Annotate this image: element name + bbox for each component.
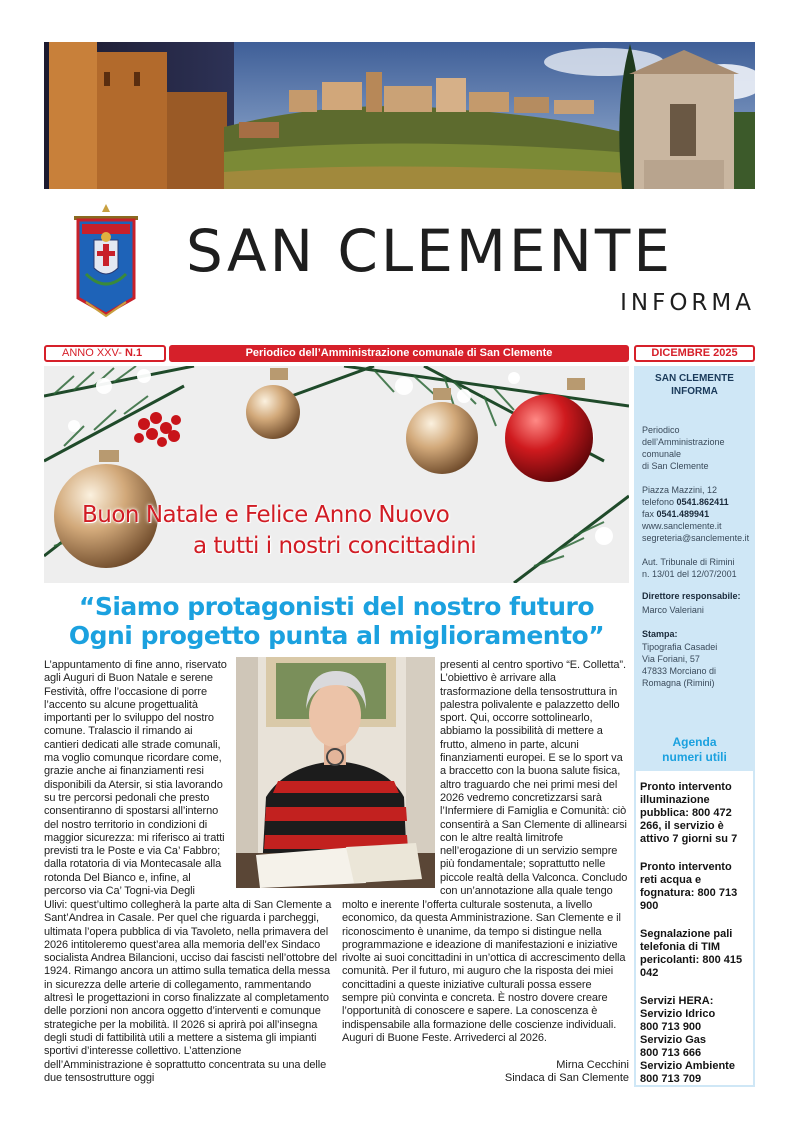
sidebar-text: comunale — [642, 449, 682, 459]
useful-numbers-heading — [636, 731, 753, 771]
article-column-bottom — [342, 899, 629, 1045]
sidebar-description — [642, 424, 747, 472]
sidebar-printer — [642, 641, 747, 689]
agenda-heading-line: numeri utili — [662, 750, 727, 764]
municipal-coat-of-arms — [72, 204, 140, 322]
agenda-heading-line: Agenda — [672, 735, 717, 749]
sidebar-title — [642, 372, 747, 398]
sidebar-text: Via Foriani, 57 — [642, 654, 700, 664]
article-column-wide — [44, 899, 340, 1085]
banner-landscape-image — [44, 42, 755, 189]
useful-numbers-box — [634, 729, 755, 1087]
article-paragraph: L’appuntamento di fine anno, riservato agli Auguri di Buon Natale e serene Festività, offre l’occasione di porre l’accento su alcune progettualità importanti per lo sviluppo del nostro comune. Tralascio il rimando ai cantieri dedicati alle strade comunali, ma voglio comunque ricordare come, grazie anche ai finanziamenti resi disponibili da Atersir, si stia lavorando su tre percorsi pedonali che presto consentiranno di spostarsi all’interno del nostro territorio in condizioni di maggior sicurezza: mi riferisco ai tratti previsti tra le Poste e via Ca’ Fabbro; dalla rotatoria di via Montecasale alla rotonda Del Bianco e, infine, al percorso via Ca’ Togni-via Degli — [44, 659, 227, 898]
sidebar-text: di San Clemente — [642, 461, 709, 471]
issue-year-label: ANNO XXV- — [62, 347, 125, 359]
sidebar-text: Aut. Tribunale di Rimini — [642, 557, 735, 567]
article-paragraph: presenti al centro sportivo “E. Colletta”. L’obiettivo è arrivare alla trasformazione della tensostruttura in palestra polivalente e palazzetto dello sport. Qui, occorre sottolinearlo, abbiamo la possibilità di mettere a frutto, almeno in parte, alcuni finanziamenti europei. E se lo sport va a braccetto con la buona salute fisica, altro traguardo che nei primi mesi del 2026 vedremo concretizzarsi sarà l’Infermiere di Famiglia e Comunità: ciò consentirà a San Clemente di allinearsi con le altre realtà limitrofe nell’erogazione di un servizio sempre più fondamentale; soprattutto nelle piccole realtà della Valconca. Concludo con un’annotazione alla quale tengo — [440, 659, 628, 898]
sidebar-address: Piazza Mazzini, 12 — [642, 485, 718, 495]
sidebar-text: 47833 Morciano di — [642, 666, 717, 676]
sidebar-director-label: Direttore responsabile: — [642, 591, 741, 601]
contact-entry: Segnalazione pali telefonia di TIM pericolanti: 800 415 042 — [640, 928, 743, 979]
signature-name: Mirna Cecchini — [556, 1059, 629, 1071]
sidebar-email-link[interactable]: segreteria@sanclemente.it — [642, 533, 750, 543]
masthead-subtitle: INFORMA — [620, 290, 755, 316]
hera-entry: Servizio Idrico — [640, 1008, 716, 1020]
periodical-description-bar: Periodico dell’Amministrazione comunale di San Clemente — [169, 345, 629, 362]
hera-entry: 800 713 900 — [640, 1021, 702, 1033]
headline-line-1: “Siamo protagonisti del nostro futuro — [78, 592, 595, 621]
sidebar-title-line: SAN CLEMENTE — [655, 373, 734, 384]
mayor-portrait-photo — [236, 657, 435, 888]
sidebar-director-name: Marco Valeriani — [642, 605, 704, 615]
contact-entry: Pronto intervento illuminazione pubblica: 800 472 266, il servizio è attivo 7 giorni su 7 — [640, 781, 738, 845]
headline-line-2: Ogni progetto punta al miglioramento” — [68, 621, 605, 650]
hera-entry: 800 713 709 — [640, 1073, 702, 1085]
hera-heading: Servizi HERA: — [640, 995, 714, 1007]
header-banner-photo — [44, 42, 755, 189]
sidebar-text: Periodico — [642, 425, 680, 435]
sidebar-website-link[interactable]: www.sanclemente.it — [642, 521, 722, 531]
masthead-title: SAN CLEMENTE — [186, 217, 674, 285]
contact-entry: Pronto intervento reti acqua e fognatura: 800 713 900 — [640, 861, 738, 912]
hera-entry: Servizio Ambiente — [640, 1060, 735, 1072]
sidebar-text: Tipografia Casadei — [642, 642, 718, 652]
issue-date-box: DICEMBRE 2025 — [634, 345, 755, 362]
sidebar-fax: 0541.489941 — [656, 509, 710, 519]
signature-role: Sindaca di San Clemente — [504, 1072, 629, 1084]
sidebar-colophon — [634, 366, 755, 1087]
sidebar-text: dell’Amministrazione — [642, 437, 725, 447]
christmas-greeting-image — [44, 366, 629, 583]
sidebar-phone-label: telefono — [642, 497, 677, 507]
sidebar-court-registration — [642, 556, 747, 580]
article-paragraph: Ulivi: quest’ultimo collegherà la parte alta di San Clemente a Sant’Andrea in Casale. Per quel che riguarda i parcheggi, ultimata l’opera pubblica di via Tavoleto, nella primavera del 2026 intitoleremo quest’area alla memoria dell’ex Sindaco socialista Andrea Bilancioni, ucciso dai fascisti nell’ottobre del 1924. Rimango ancora un attimo sulla tematica della messa in sicurezza delle arterie di collegamento, rammentando altresì le progettazioni in corso finalizzate al completamento delle porzioni non ancora oggetto d’interventi e comunque strategiche per la mobilità. Il 2026 si aprirà poi all’insegna degli studi di fattibilità utili a mettere a sistema gli impianti sportivi d’interesse collettivo. L’attenzione dell’Amministrazione è soprattutto concentrata su una delle due tensostrutture oggi — [44, 899, 338, 1084]
article-column-right — [440, 659, 629, 898]
greeting-line-1: Buon Natale e Felice Anno Nuovo — [82, 502, 450, 528]
sidebar-fax-label: fax — [642, 509, 657, 519]
article-paragraph: molto e inerente l’offerta culturale sostenuta, a livello economico, da questa Amministrazione. San Clemente e il riconoscimento è unanime, da tempo si distingue nella programmazione e ideazione di manifestazioni e iniziative rivolte ai suoi concittadini in un’ottica di accrescimento della comunità. Per il futuro, mi auguro che la risposta dei miei concittadini a queste iniziative culturali possa essere sempre più convinta e concreta. È nostro dovere creare l’opportunità di conoscere e sapere. La conoscenza è indispensabile alla formazione delle coscienze individuali. Auguri di Buone Feste. Arrivederci al 2026. — [342, 899, 626, 1044]
sidebar-fax-row — [642, 508, 747, 520]
hera-entry: Servizio Gas — [640, 1034, 707, 1046]
sidebar-title-line: INFORMA — [671, 386, 718, 397]
article-column-left — [44, 659, 230, 898]
sidebar-print-label: Stampa: — [642, 629, 678, 639]
sidebar-contacts — [642, 484, 750, 544]
mayor-portrait-illustration — [236, 657, 435, 888]
sidebar-phone-row — [642, 496, 747, 508]
sidebar-text: Romagna (Rimini) — [642, 678, 715, 688]
greeting-line-2: a tutti i nostri concittadini — [193, 533, 477, 559]
issue-number-box — [44, 345, 166, 362]
hera-entry: 800 713 666 — [640, 1047, 702, 1059]
gonfalon-emblem-icon — [72, 204, 140, 322]
sidebar-phone[interactable]: 0541.862411 — [676, 497, 729, 507]
sidebar-text: n. 13/01 del 12/07/2001 — [642, 569, 737, 579]
issue-number: N.1 — [124, 347, 143, 359]
